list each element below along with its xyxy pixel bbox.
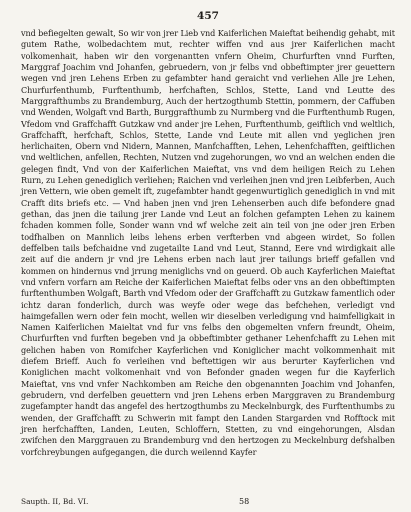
page-number: 457 — [197, 10, 219, 22]
footer-volume-reference: Saupth. II, Bd. VI. — [21, 497, 89, 506]
footer-signature-mark: 58 — [239, 497, 250, 506]
body-text — [21, 28, 395, 458]
page-footer — [21, 496, 395, 507]
paragraph: vnd befiegelten gewalt, So wir von jrer Lieb vnd Kaiferlichen Maieftat beihendig gehabt, mit gutem Rathe, wolbedachtem mut, rechter wiffen vnd aus jrer Kaiferlichen macht volkomenhait, haben wir den vorgenantten vnfern Oheim, Churfurften vnnd Furften, Marggraf Joachim vnd Johanfen, gebruedern, von jr felbs vnd obbeftimpter jrer geuettern wegen vnd jren Lehens Erben zu gefambter hand geraicht vnd verliehen Alle jre Lehen, Churfurfenthumb, Furftenthumb, herfchaften, Schlos, Stette, Land vnd Leutte des Marggrafthumbs zu Brandemburg, Auch der hertzogthumb Stettin, pommern, der Caffuben vnd Wenden, Wolgaft vnd Barth, Burggrafthumb zu Nurmberg vnd die Furftenthumb Rugen, Vfedom vnd Graffchafft Gutzkaw vnd ander jre Lehen, Furftenthumb, geiftlich vnd weltlich, Graffchafft, herfchaft, Schlos, Stette, Lande vnd Leute mit allen vnd yeglichen jren herlichaiten, Obern vnd Nidern, Mannen, Manfchafften, Lehen, Lehenfchafften, geiftlichen vnd weltlichen, anfellen, Rechten, Nutzen vnd zugehorungen, wo vnd an welchen enden die gelegen findt, Vnd von der Kaiferlichen Maieftat, vns vnd dem heiligen Reich zu Lehen Rurn, zu Lehen genediglich verliehen; Raichen vnd verleihen jnen vnd jren Leibferben, Auch jren Vettern, wie oben gemelt ift, zugefambter handt gegenwurtiglich genediglich in vnd mit Crafft dits briefs etc. — Vnd haben jnen vnd jren Lehenserben auch dife befondere gnad gethan, das jnen die tailung jrer Lande vnd Leut an folchen gefampten Lehen zu kainem fchaden kommen folle, Sonder wann vnd wf welche zeit ain teil von jne oder jren Erben todfhalben on Mannlich leibs lehens erben verfterben vnd abgeen wirdet, So follen deffelben tails befchaidne vnd zugetailte Land vnd Leut, Stannd, Eere vnd wirdigkait alle zeit auf die andern jr vnd jre Lehens erben nach laut jrer tailungs brieff gefallen vnd kommen on hindernus vnd jrrung meniglichs vnd on geuerd. Ob auch Kayferlichen Maieftat vnd vnfern vorfarn am Reiche der Kaiferlichen Maieftat felbs oder vns an den obbeftimpten furftenthumben Wolgaft, Barth vnd Vfedom oder der Graffchafft zu Gutzkaw famentlich oder ichtz daran fonderlich, durch was weyfe oder wege das befchehen, verledigt vnd haimgefallen wern oder fein mocht, wellen wir dieselben verledigung vnd haimfelligkait in Namen Kaiferlichen Maieltat vnd fur vns felbs den obgemelten vnfern freundt, Oheim, Churfurften vnd furften begeben vnd ja obbeftimbter gethaner Lehenfchafft zu Lehen mit gelichen haben von Romifcher Kayferlichen vnd Koniglicher macht volkommenhait mit diefem Brieff. Auch fo verleihen vnd beftettigen wir aus berurter Kayferlichen vnd Koniglichen macht volkomenhait vnd von Befonder gnaden wegen fur die Kayferlich Maieftat, vns vnd vnfer Nachkomben am Reiche den obgenannten Joachim vnd Johanfen, gebrudern, vnd derfelben geuettern vnd jren Lehens erben Marggraven zu Brandemburg zugefampter handt das angefel des hertzogthumbs zu Meckelnburgk, des Furftenthumbs zu wenden, der Graffchafft zu Schwerin mit fampt den Landen Stargarden vnd Rofftock mit jren herfchafften, Landen, Leuten, Schloffern, Stetten, zu vnd eingehorungen, Alsdan zwifchen den Marggrauen zu Brandemburg vnd den hertzogen zu Meckelnburg defshalben vorfchreybungen aufgegangen, die durch weilennd Kayfer — [21, 28, 395, 457]
